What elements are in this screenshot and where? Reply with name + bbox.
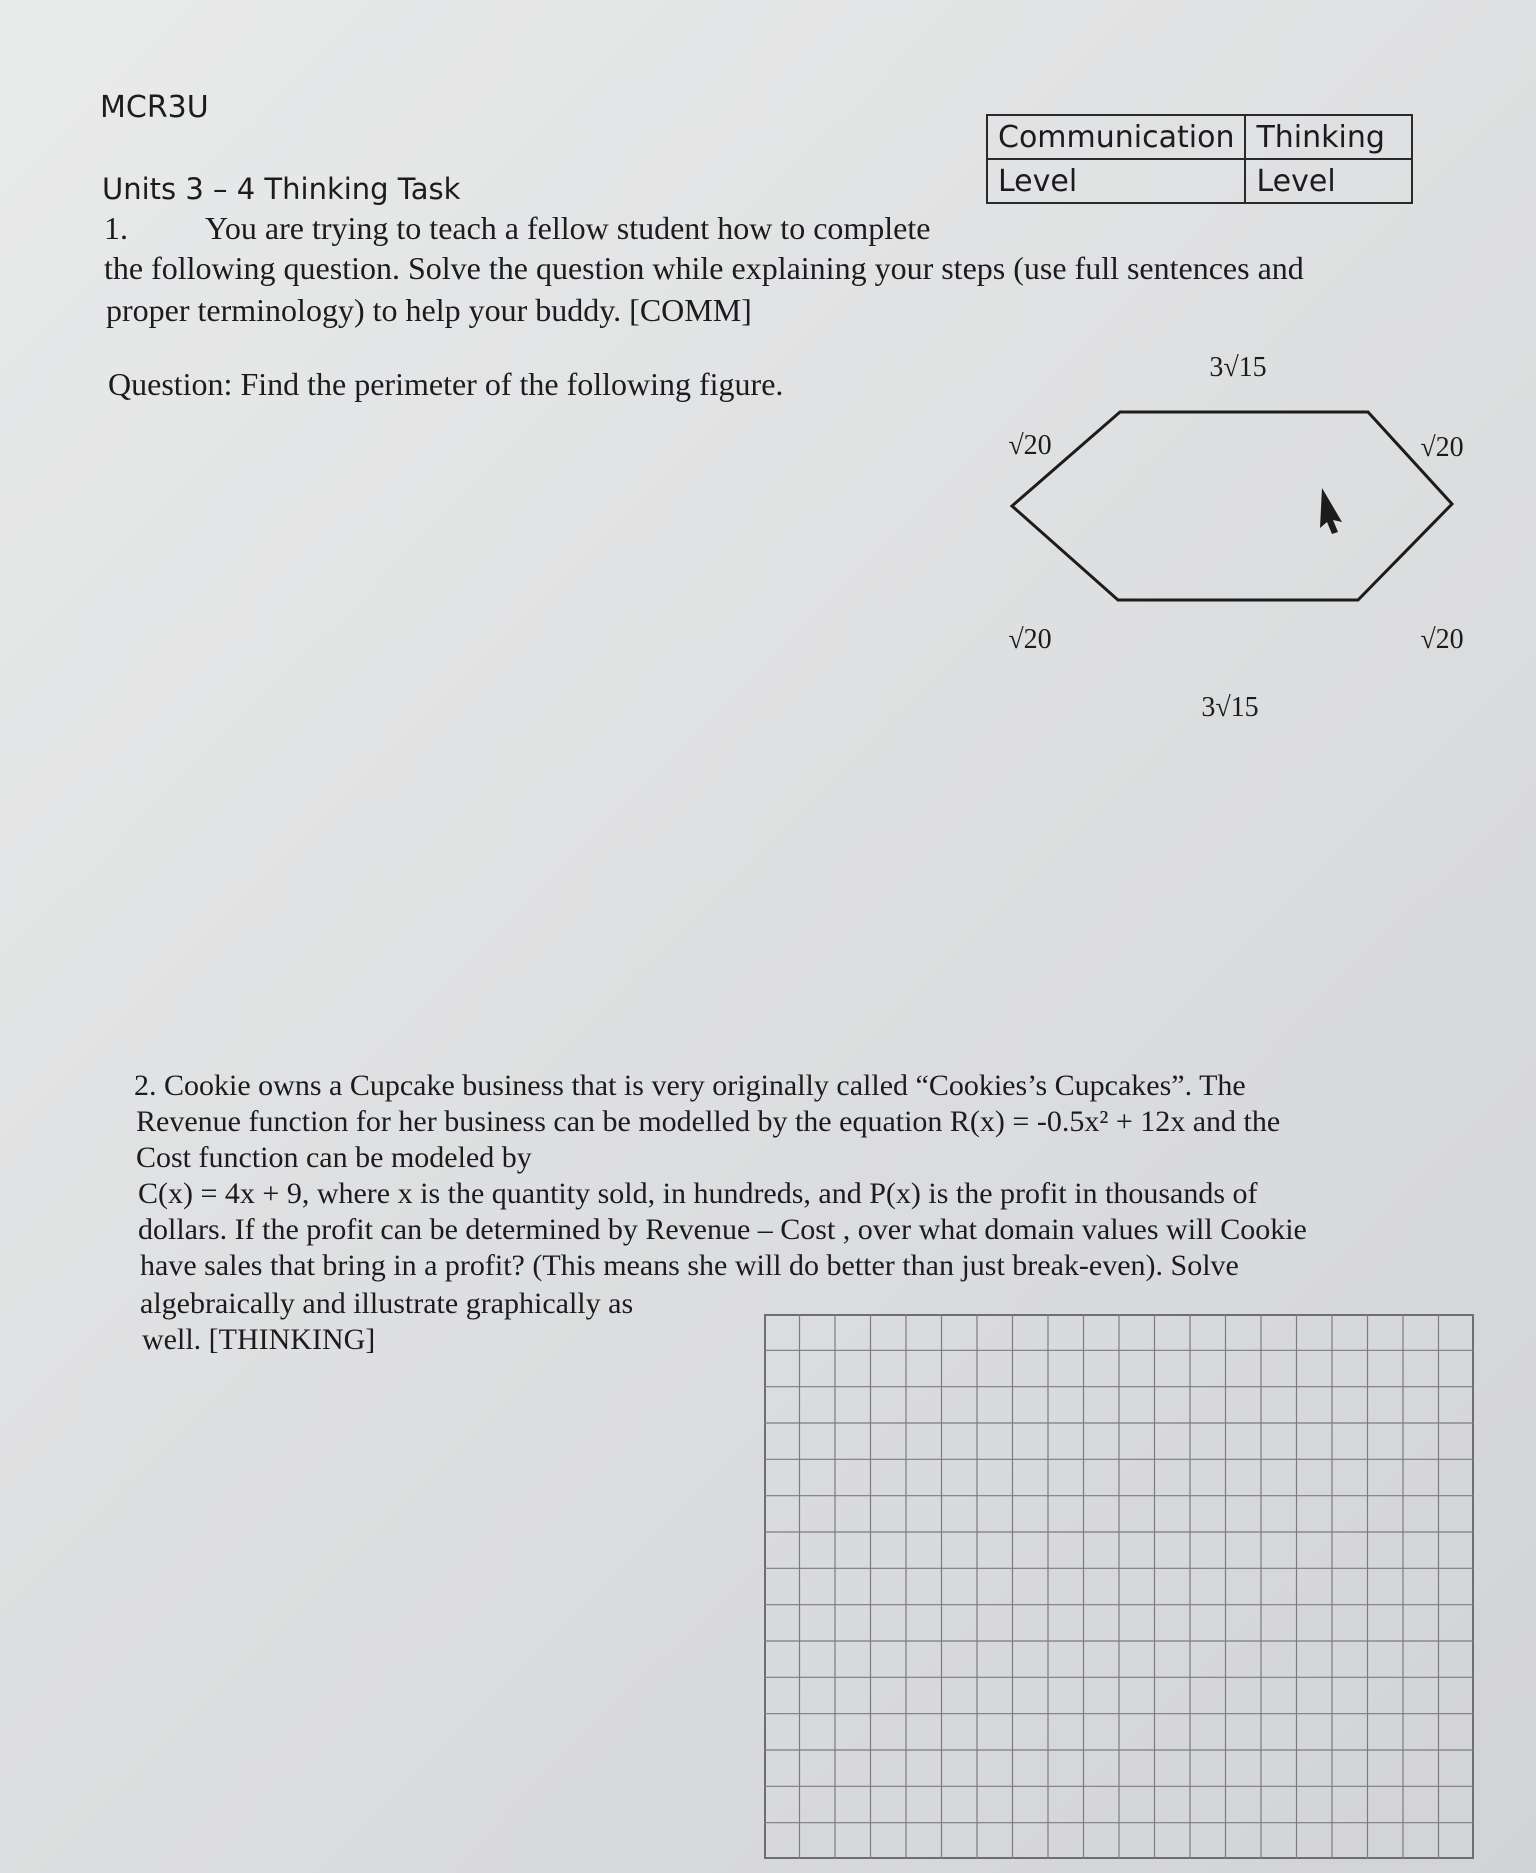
communication-header: Communication (987, 115, 1245, 159)
question1-line3: proper terminology) to help your buddy. [COMM] (106, 292, 752, 328)
upper-left-side-label: √20 (1008, 430, 1052, 461)
lower-right-side-label: √20 (1420, 624, 1464, 655)
hexagon-shape (1012, 412, 1452, 600)
question1-line2: the following question. Solve the question while explaining your steps (use full sentences and (104, 250, 1304, 286)
cursor-icon (1320, 488, 1342, 534)
graph-grid (764, 1314, 1474, 1859)
bottom-side-label: 3√15 (1201, 692, 1259, 720)
question2-line7: algebraically and illustrate graphically as (140, 1287, 634, 1320)
communication-level: Level (987, 159, 1245, 203)
question2-line3: Cost function can be modeled by (136, 1141, 532, 1174)
task-title: Units 3 – 4 Thinking Task (102, 172, 461, 206)
question2-line4: C(x) = 4x + 9, where x is the quantity sold, in hundreds, and P(x) is the profit in thousands of (138, 1177, 1258, 1210)
question2-line8: well. [THINKING] (142, 1323, 376, 1356)
question1-number: 1. (104, 210, 128, 246)
question2-line1: 2. Cookie owns a Cupcake business that is very originally called “Cookies’s Cupcakes”. The (134, 1069, 1246, 1102)
lower-left-side-label: √20 (1008, 624, 1052, 655)
question1-line1: You are trying to teach a fellow student how to complete (205, 210, 931, 246)
thinking-header: Thinking (1245, 115, 1412, 159)
thinking-level: Level (1245, 159, 1412, 203)
course-code: MCR3U (100, 90, 209, 125)
upper-right-side-label: √20 (1420, 432, 1464, 463)
question2-line6: have sales that bring in a profit? (This means she will do better than just break-even). Solve (140, 1249, 1239, 1282)
perimeter-question: Question: Find the perimeter of the following figure. (108, 366, 784, 402)
top-side-label: 3√15 (1209, 352, 1267, 383)
question2-line5: dollars. If the profit can be determined by Revenue – Cost , over what domain values will Cookie (138, 1213, 1307, 1246)
hexagon-figure (996, 340, 1476, 720)
question2-line2: Revenue function for her business can be modelled by the equation R(x) = -0.5x² + 12x and the (136, 1105, 1281, 1138)
levels-table (986, 114, 1413, 204)
